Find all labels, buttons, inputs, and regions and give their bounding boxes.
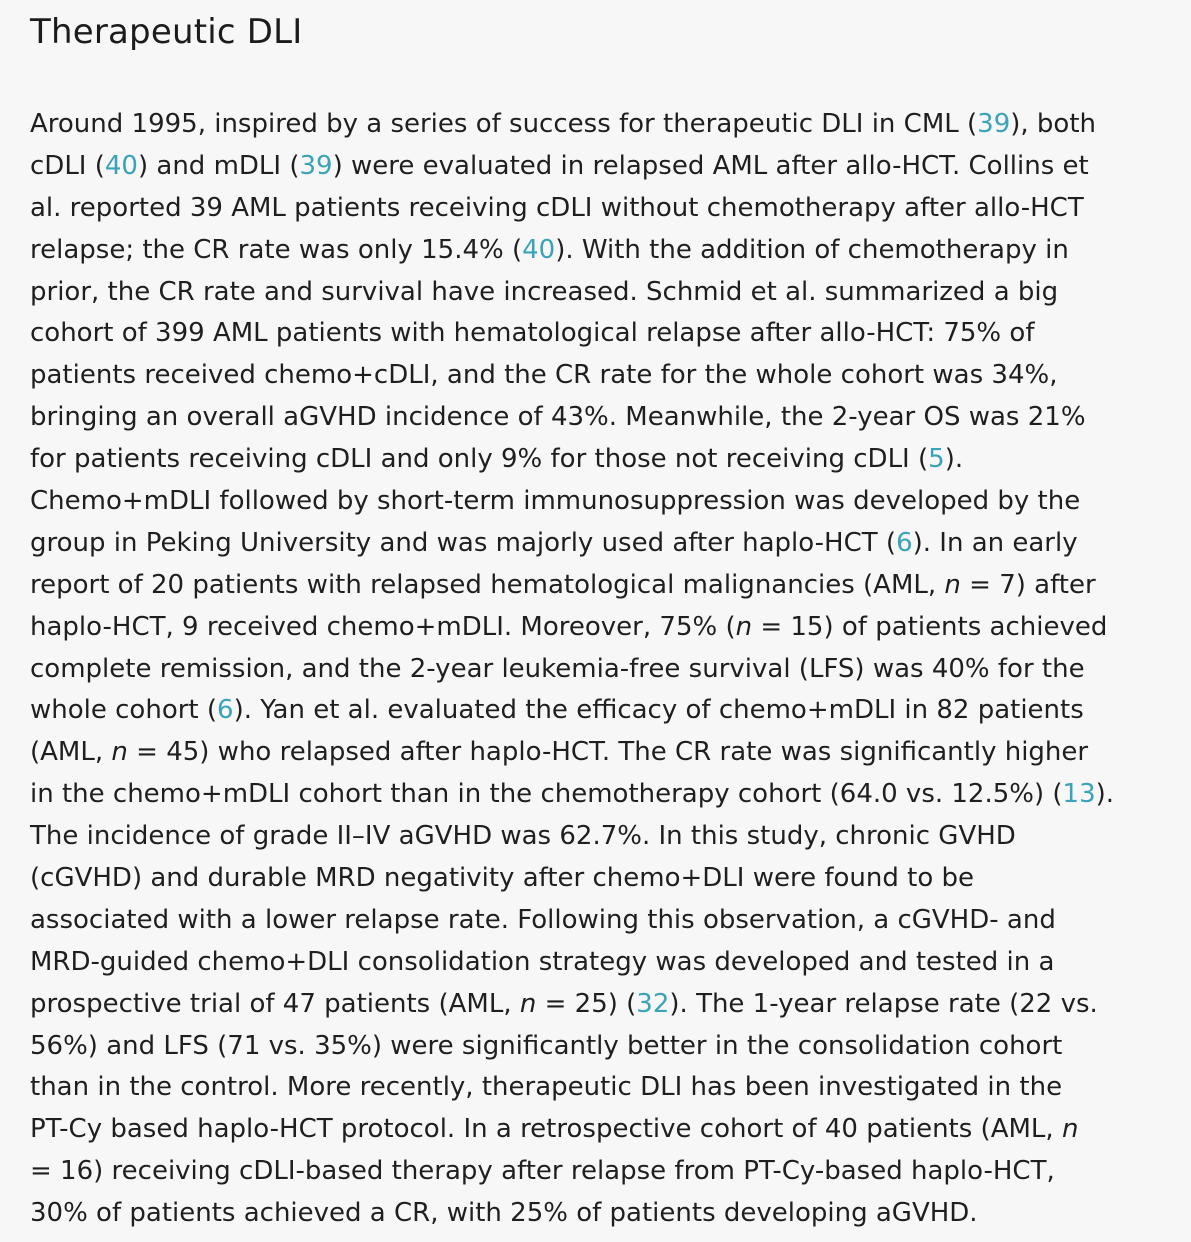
paragraph-line xyxy=(30,230,1180,272)
paragraph-line xyxy=(30,439,1180,481)
section-heading: Therapeutic DLI xyxy=(30,12,303,52)
text-run: = 15) of patients achieved xyxy=(752,611,1108,642)
text-run: Chemo+mDLI followed by short-term immunosuppression was developed by the xyxy=(30,486,1081,517)
text-run: report of 20 patients with relapsed hematological malignancies (AML, xyxy=(30,569,945,600)
text-run: ) were evaluated in relapsed AML after allo-HCT. Collins et xyxy=(332,150,1089,181)
section-paragraph xyxy=(30,104,1180,1235)
text-run: Around 1995, inspired by a series of success for therapeutic DLI in CML ( xyxy=(30,109,978,139)
paragraph-line xyxy=(30,774,1180,816)
paragraph-line xyxy=(30,1026,1180,1068)
paragraph-line xyxy=(30,607,1180,649)
italic-variable: n xyxy=(111,737,128,768)
text-run: than in the control. More recently, therapeutic DLI has been investigated in the xyxy=(30,1072,1063,1103)
text-run: cDLI ( xyxy=(30,150,105,181)
paragraph-line xyxy=(30,565,1180,607)
text-run: = 45) who relapsed after haplo-HCT. The CR rate was significantly higher xyxy=(127,737,1089,768)
text-run: prior, the CR rate and survival have increased. Schmid et al. summarized a big xyxy=(30,276,1059,307)
paragraph-line xyxy=(30,104,1180,146)
paragraph-line xyxy=(30,313,1180,355)
paragraph-line xyxy=(30,146,1180,188)
paragraph-line xyxy=(30,1067,1180,1109)
text-run: al. reported 39 AML patients receiving cDLI without chemotherapy after allo-HCT xyxy=(30,192,1084,223)
text-run: MRD-guided chemo+DLI consolidation strategy was developed and tested in a xyxy=(30,946,1055,977)
text-run: complete remission, and the 2-year leukemia-free survival (LFS) was 40% for the xyxy=(30,653,1085,684)
text-run: (cGVHD) and durable MRD negativity after chemo+DLI were found to be xyxy=(30,863,974,894)
text-run: whole cohort ( xyxy=(30,695,218,726)
text-run: patients received chemo+cDLI, and the CR rate for the whole cohort was 34%, xyxy=(30,360,1058,391)
paragraph-line xyxy=(30,732,1180,774)
reference-link[interactable]: 39 xyxy=(299,150,333,181)
text-run: ), both xyxy=(1010,109,1097,139)
reference-link[interactable]: 5 xyxy=(928,444,945,475)
text-run: ) and mDLI ( xyxy=(137,150,300,181)
text-run: group in Peking University and was majorly used after haplo-HCT ( xyxy=(30,527,897,558)
paragraph-line xyxy=(30,900,1180,942)
paragraph-line xyxy=(30,188,1180,230)
text-run: 30% of patients achieved a CR, with 25% of patients developing aGVHD. xyxy=(30,1198,978,1229)
reference-link[interactable]: 13 xyxy=(1062,779,1096,810)
paragraph-line xyxy=(30,397,1180,439)
paragraph-line xyxy=(30,1193,1180,1235)
reference-link[interactable]: 39 xyxy=(977,109,1011,139)
text-run: = 7) after xyxy=(960,569,1096,600)
text-run: associated with a lower relapse rate. Following this observation, a cGVHD- and xyxy=(30,904,1056,935)
text-run: ). Yan et al. evaluated the efficacy of chemo+mDLI in 82 patients xyxy=(233,695,1084,726)
paragraph-line xyxy=(30,690,1180,732)
paragraph-line xyxy=(30,858,1180,900)
text-run: ). xyxy=(1095,779,1115,810)
paragraph-line xyxy=(30,984,1180,1026)
text-run: ). With the addition of chemotherapy in xyxy=(555,234,1069,265)
paragraph-line xyxy=(30,942,1180,984)
reference-link[interactable]: 6 xyxy=(896,527,913,558)
reference-link[interactable]: 40 xyxy=(104,150,138,181)
paragraph-line xyxy=(30,816,1180,858)
reference-link[interactable]: 40 xyxy=(522,234,556,265)
text-run: The incidence of grade II–IV aGVHD was 62.7%. In this study, chronic GVHD xyxy=(30,821,1016,852)
text-run: prospective trial of 47 patients (AML, xyxy=(30,988,520,1019)
text-run: = 16) receiving cDLI-based therapy after relapse from PT-Cy-based haplo-HCT, xyxy=(30,1156,1055,1187)
italic-variable: n xyxy=(944,569,961,600)
paragraph-line xyxy=(30,1109,1180,1151)
italic-variable: n xyxy=(1061,1114,1079,1145)
paragraph-line xyxy=(30,481,1180,523)
paragraph-line xyxy=(30,355,1180,397)
text-run: bringing an overall aGVHD incidence of 43%. Meanwhile, the 2-year OS was 21% xyxy=(30,402,1086,433)
text-run: (AML, xyxy=(30,737,112,768)
text-run: PT-Cy based haplo-HCT protocol. In a retrospective cohort of 40 patients (AML, xyxy=(30,1114,1062,1145)
italic-variable: n xyxy=(519,988,537,1019)
text-run: ). xyxy=(944,444,964,475)
paragraph-line xyxy=(30,1151,1180,1193)
paragraph-line xyxy=(30,523,1180,565)
text-run: ). In an early xyxy=(912,527,1078,558)
paragraph-line xyxy=(30,649,1180,691)
text-run: for patients receiving cDLI and only 9% for those not receiving cDLI ( xyxy=(30,444,929,475)
text-run: ). The 1-year relapse rate (22 vs. xyxy=(669,988,1098,1019)
reference-link[interactable]: 32 xyxy=(636,988,670,1019)
reference-link[interactable]: 6 xyxy=(217,695,234,726)
text-run: cohort of 399 AML patients with hematological relapse after allo-HCT: 75% of xyxy=(30,318,1035,349)
text-run: = 25) ( xyxy=(536,988,637,1019)
text-run: 56%) and LFS (71 vs. 35%) were significantly better in the consolidation cohort xyxy=(30,1030,1063,1061)
paragraph-line xyxy=(30,272,1180,314)
text-run: relapse; the CR rate was only 15.4% ( xyxy=(30,234,523,265)
text-run: haplo-HCT, 9 received chemo+mDLI. Moreover, 75% ( xyxy=(30,611,736,642)
italic-variable: n xyxy=(735,611,753,642)
text-run: in the chemo+mDLI cohort than in the chemotherapy cohort (64.0 vs. 12.5%) ( xyxy=(30,779,1063,810)
